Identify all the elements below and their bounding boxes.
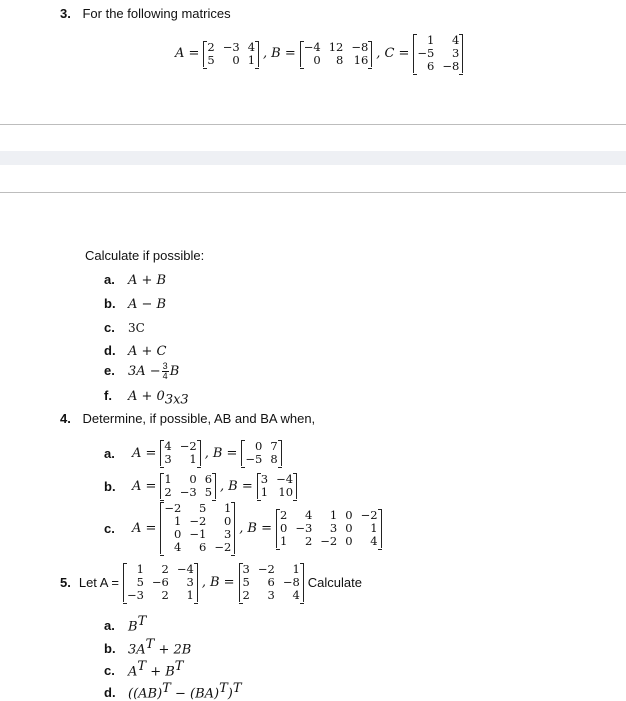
matrix-cell: −2 xyxy=(189,514,207,528)
q4a-matrix-A xyxy=(160,440,200,466)
matrix-cell: 5 xyxy=(136,575,144,589)
q5-item-c: c. $A^T + B^T$ xyxy=(104,659,184,680)
matrix-cell: 3 xyxy=(186,575,194,589)
matrix-cell: 4 xyxy=(292,588,300,602)
matrix-cell: 5 xyxy=(207,52,215,67)
matrix-cell: 5 xyxy=(242,575,250,589)
matrix-cell: 6 xyxy=(204,472,213,486)
matrix-cell: 10 xyxy=(278,485,294,499)
q3-item-f: f. $A + 0_{3x3}$ xyxy=(104,388,189,408)
matrix-cell: −4 xyxy=(303,39,321,54)
q5-item-b: b. $3A^T + 2B$ xyxy=(104,637,192,658)
matrix-cell: −2 xyxy=(257,562,275,576)
q3-C-label: C = xyxy=(384,46,410,61)
q3-matrix-C xyxy=(413,34,463,73)
matrix-cell: 1 xyxy=(136,562,144,576)
matrix-cell: 2 xyxy=(161,562,169,576)
matrix-cell: 0 xyxy=(232,52,240,67)
matrix-cell: −2 xyxy=(360,507,378,522)
matrix-cell: −2 xyxy=(164,501,182,515)
matrix-cell: 8 xyxy=(336,52,344,67)
matrix-cell: 3 xyxy=(223,527,232,541)
matrix-cell: 2 xyxy=(304,533,313,548)
matrix-cell: 1 xyxy=(164,472,172,486)
matrix-cell: −1 xyxy=(189,527,207,541)
q3-A-label: A = xyxy=(175,46,200,61)
matrix-cell: 0 xyxy=(189,472,197,486)
q4b-matrix-A xyxy=(160,473,216,499)
matrix-cell: −5 xyxy=(245,452,263,466)
matrix-cell: 1 xyxy=(189,452,197,466)
matrix-cell: 5 xyxy=(204,485,213,499)
matrix-cell: 1 xyxy=(260,485,269,499)
q4c-matrix-B xyxy=(276,509,382,548)
matrix-cell: 3 xyxy=(260,472,269,486)
matrix-cell: 4 xyxy=(304,507,313,522)
matrix-cell: 1 xyxy=(329,507,338,522)
matrix-cell: −3 xyxy=(222,39,240,54)
q3-item-b: b. A − B xyxy=(104,296,167,312)
matrix-cell: 6 xyxy=(199,540,207,554)
matrix-cell: −2 xyxy=(214,540,232,554)
matrix-cell: 3 xyxy=(267,588,275,602)
matrix-cell: 0 xyxy=(345,520,353,535)
q4-intro: Determine, if possible, AB and BA when, xyxy=(82,411,316,426)
matrix-cell: 0 xyxy=(313,52,321,67)
q3-calc-prompt: Calculate if possible: xyxy=(85,248,205,263)
q5-calculate: Calculate xyxy=(307,575,362,590)
q3-item-a: a. A + B xyxy=(104,272,167,288)
matrix-cell: −2 xyxy=(320,533,338,548)
matrix-cell: 4 xyxy=(370,533,378,548)
matrix-cell: 16 xyxy=(353,52,369,67)
q4a-matrix-B xyxy=(241,440,281,466)
matrix-cell: 3 xyxy=(164,452,172,466)
matrix-cell: 4 xyxy=(174,540,182,554)
matrix-cell: 0 xyxy=(345,507,353,522)
matrix-cell: 6 xyxy=(427,59,435,73)
matrix-cell: 2 xyxy=(161,588,169,602)
matrix-cell: 1 xyxy=(174,514,182,528)
matrix-cell: −8 xyxy=(282,575,300,589)
q4-header: 4. Determine, if possible, AB and BA when, xyxy=(60,411,316,426)
matrix-cell: −4 xyxy=(176,562,194,576)
matrix-cell: 7 xyxy=(270,439,278,453)
matrix-cell: −2 xyxy=(179,439,197,453)
q4b-matrix-B xyxy=(257,473,297,499)
matrix-cell: 0 xyxy=(345,533,353,548)
matrix-cell: 4 xyxy=(452,33,460,47)
matrix-cell: 4 xyxy=(247,39,256,54)
q3-number: 3. xyxy=(60,6,71,21)
q5-item-d: d. $((AB)^T - (BA)^T)^T$ xyxy=(104,681,242,701)
q4c-matrix-A xyxy=(160,502,235,554)
matrix-cell: 3 xyxy=(242,562,250,576)
matrix-cell: 12 xyxy=(328,39,344,54)
matrix-cell: 1 xyxy=(370,520,378,535)
q3-header xyxy=(60,6,231,21)
matrix-cell: −4 xyxy=(276,472,294,486)
matrix-cell: 0 xyxy=(223,514,232,528)
matrix-cell: 4 xyxy=(164,439,172,453)
matrix-cell: 2 xyxy=(242,588,250,602)
matrix-cell: 0 xyxy=(174,527,182,541)
matrix-cell: 1 xyxy=(280,533,288,548)
matrix-cell: 8 xyxy=(270,452,278,466)
matrix-cell: 1 xyxy=(247,52,256,67)
matrix-cell: −5 xyxy=(417,46,435,60)
matrix-cell: 3 xyxy=(452,46,460,60)
matrix-cell: 1 xyxy=(186,588,194,602)
separator-band xyxy=(0,151,626,165)
matrix-cell: −3 xyxy=(179,485,197,499)
matrix-cell: −6 xyxy=(151,575,169,589)
q5-matrix-B xyxy=(239,563,304,602)
q3-matrix-A xyxy=(203,41,259,67)
matrix-cell: 6 xyxy=(267,575,275,589)
matrix-cell: 1 xyxy=(223,501,232,515)
q4-part-b: b. A = 1 0 6 2 −3 5 , B = 3 −4 1 10 xyxy=(104,473,297,499)
matrix-cell: 0 xyxy=(280,520,288,535)
matrix-cell: 3 xyxy=(329,520,338,535)
q5-header: 5. Let A = 1 2 −4 5 −6 3 −3 2 1 , B = 3 −2 1 5 6 −8 2 3 4 Calculate xyxy=(60,562,362,602)
q3-matrix-B xyxy=(300,41,373,67)
q3-item-d: d. A + C xyxy=(104,343,167,359)
q5-item-a: a. $B^T$ xyxy=(104,614,147,635)
matrix-cell: 1 xyxy=(427,33,435,47)
q5-matrix-A xyxy=(123,563,198,602)
matrix-cell: 2 xyxy=(164,485,172,499)
matrix-cell: −3 xyxy=(295,520,313,535)
q3-matrices: A = 2 −3 4 5 0 1 , B = −4 12 −8 0 8 16 , C = 1 4 −5 3 6 −8 xyxy=(175,34,463,73)
matrix-cell: 5 xyxy=(199,501,207,515)
q3-intro: For the following matrices xyxy=(82,6,231,21)
q3-item-e: e. 3A − $\frac{3}{4}$ B xyxy=(104,361,180,381)
q3-item-c: c. 3C xyxy=(104,320,145,335)
matrix-cell: 2 xyxy=(207,39,215,54)
separator-2 xyxy=(0,192,626,193)
separator-1 xyxy=(0,124,626,125)
matrix-cell: 0 xyxy=(255,439,263,453)
matrix-cell: −8 xyxy=(351,39,369,54)
q4-part-c: c. A = −2 5 1 1 −2 0 0 −1 3 4 6 −2 , B = 2 4 1 0 −2 0 −3 3 0 1 1 2 −2 0 4 xyxy=(104,502,382,554)
q3-B-label: B = xyxy=(271,46,296,61)
matrix-cell: −8 xyxy=(442,59,460,73)
matrix-cell: 2 xyxy=(280,507,288,522)
matrix-cell: −3 xyxy=(126,588,144,602)
matrix-cell: 1 xyxy=(292,562,300,576)
q4-part-a: a. A = 4 −2 3 1 , B = 0 7 −5 8 xyxy=(104,440,282,466)
